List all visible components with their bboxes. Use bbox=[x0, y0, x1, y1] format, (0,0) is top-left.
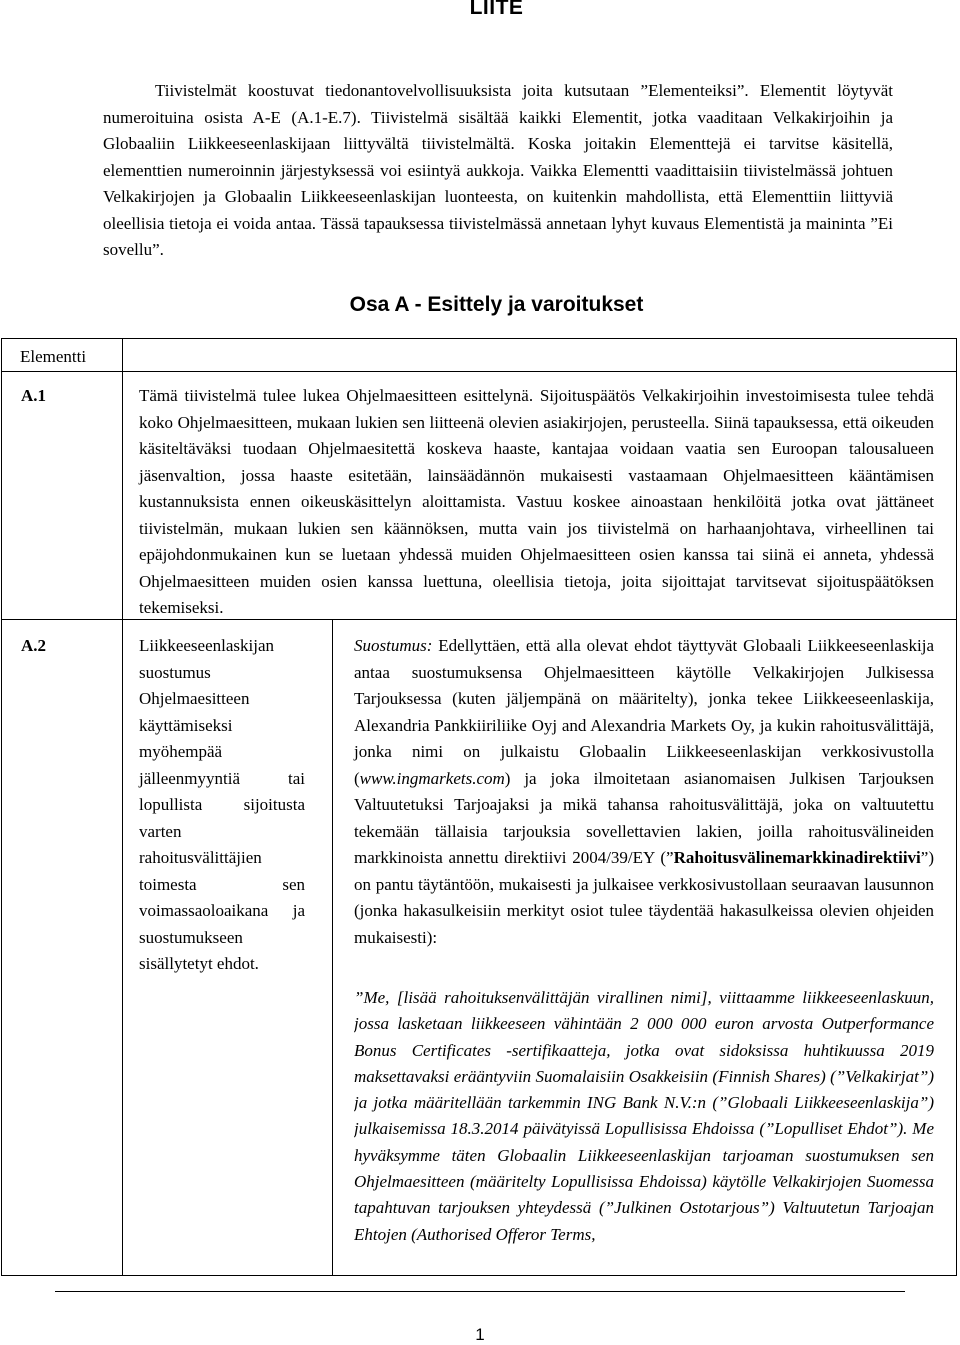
a2-title-line: suostumukseen bbox=[139, 927, 243, 947]
footer-rule bbox=[55, 1291, 905, 1292]
element-a2-consent-text bbox=[354, 633, 934, 951]
a2-title-line: toimesta sen bbox=[139, 874, 305, 894]
page-number: 1 bbox=[475, 1325, 485, 1344]
consent-text-part-1: Edellyttäen, että alla olevat ehdot täyttyvät Globaali Liikkeeseenlaskija antaa suostumuksensa Ohjelmaesitteen käytölle Velkakirjojen Julkisessa Tarjouksessa (kuten jäljempänä on määritelty), jonka tekee Liikkeeseenlaskija, Alexandria Pankkiiriliike Oyj and Alexandria Markets Oy, ja kukin rahoitusvälittäjä, jonka nimi on julkaistu Globaalin Liikkeeseenlaskijan verkkosivustolla ( bbox=[354, 636, 934, 788]
element-id-a2: A.2 bbox=[21, 636, 47, 655]
a2-title-line: jälleenmyyntiä tai bbox=[139, 768, 305, 788]
consent-text-part-2: ) ja joka ilmoitetaan asianomaisen Julkisen Tarjouksen Valtuutetuksi Tarjoajaksi ja mikä tahansa rahoitusvälittäjä, joka on valtuutettu tekemään tällaisia tarjouksia sovellettavien lakien, joilla rahoitusvälineiden markkinoista annettu direktiivi 2004/39/EY (” bbox=[354, 768, 934, 867]
a2-title-line: suostumus bbox=[139, 662, 211, 682]
directive-name: Rahoitusvälinemarkkinadirektiivi bbox=[673, 848, 921, 867]
id-column-divider bbox=[122, 339, 123, 1275]
consent-label: Suostumus: bbox=[354, 636, 433, 655]
consent-text-part-3: ”) on pantu täytäntöön, mukaisesti ja julkaisee verkkosivustollaan seuraavan lausunnon (jonka hakasulkeisiin merkityt osiot tulee täydentää hakasulkeissa olevien ohjeiden mukaisesti): bbox=[354, 848, 934, 947]
section-heading: Osa A - Esittely ja varoitukset bbox=[349, 293, 644, 316]
a2-title-line: rahoitusvälittäjien bbox=[139, 848, 262, 867]
header-divider bbox=[2, 371, 956, 372]
website-link[interactable]: www.ingmarkets.com bbox=[359, 768, 505, 788]
intermediary-statement-quote: ”Me, [lisää rahoituksenvälittäjän virallinen nimi], viittaamme liikkeeseenlaskuun, jossa lasketaan liikkeeseen vähintään 2 000 000 euron arvosta Outperformance Bonus Certificates -sertifikaatteja, jotka ovat sidoksissa huhtikuussa 2019 maksettavaksi erääntyviin Suomalaisiin Osakkeisiin (Finnish Shares) (”Velkakirjat”) ja jotka määritellään tarkemmin ING Bank N.V.:n (”Globaali Liikkeeseenlaskija”) julkaisemissa 18.3.2014 päivätyissä Lopullisissa Ehdoissa (”Lopulliset Ehdot”). Me hyväksymme täten Globaalin Liikkeeseenlaskijan tarjoaman suostumuksen sen Ohjelmaesitteen (määritelty Lopullisissa Ehdoissa) käytölle Velkakirjojen Suomessa tapahtuvan tarjouksen yhteydessä (”Julkinen Ostotarjous”) Valtuutetun Tarjoajan Ehtojen (Authorised Offeror Terms, bbox=[354, 988, 934, 1244]
summary-table bbox=[1, 338, 957, 1276]
a2-title-line: käyttämiseksi bbox=[139, 715, 233, 735]
a2-title-line: lopullista sijoitusta bbox=[139, 795, 305, 814]
a2-title-line: varten bbox=[139, 821, 182, 841]
a2-inner-divider bbox=[332, 619, 333, 1275]
element-a2-title bbox=[139, 633, 305, 978]
element-a1-text: Tämä tiivistelmä tulee lukea Ohjelmaesitteen esittelynä. Sijoituspäätös Velkakirjoihin investoimisesta tulee tehdä koko Ohjelmaesitteen, mukaan lukien sen liitteenä olevien asiakirjojen, perusteella. Siinä tapauksessa, että oikeuden käsiteltäväksi tuodaan Ohjelmaesitettä koskeva haaste, kantajaa voidaan vaatia sen Euroopan talousalueen jäsenvaltion, jossa haaste esitetään, lainsäädännön mukaisesti vastaamaan Ohjelmaesitteen kääntämisen kustannuksista ennen oikeuskäsittelyn aloittamista. Vastuu koskee ainoastaan henkilöitä jotka ovat jättäneet tiivistelmän, mukaan lukien sen käännöksen, mutta vain jos tiivistelmä on harhaanjohtava, virheellinen tai epäjohdonmukainen kun se luetaan yhdessä muiden Ohjelmaesitteen osien kanssa tai siinä ei anneta, yhdessä Ohjelmaesitteen muiden osien kanssa luettuna, oleellisia tietoja, joita sijoittajat tarvitsevat sijoituspäätöksen tekemiseksi. bbox=[139, 386, 934, 617]
row-divider-a1-a2 bbox=[2, 619, 956, 620]
a2-title-line: voimassaoloaikana ja bbox=[139, 901, 305, 920]
document-title: LIITE bbox=[469, 0, 524, 19]
element-column-header: Elementti bbox=[20, 347, 87, 366]
intro-paragraph: Tiivistelmät koostuvat tiedonantovelvollisuuksista joita kutsutaan ”Elementeiksi”. Elementit löytyvät numeroituina osista A-E (A.1-E.7). Tiivistelmä sisältää kaikki Elementit, jotka vaaditaan Velkakirjoihin ja Globaaliin Liikkeeseenlaskijaan liittyvältä tiivistelmältä. Koska joitakin Elementtejä ei tarvitse käsitellä, elementtien numeroinnin järjestyksessä voi esiintyä aukkoja. Vaikka Elementti vaadittaisiin tiivistelmässä johtuen Velkakirjojen ja Globaalin Liikkeeseenlaskijan luonteesta, on kuitenkin mahdollista, että Elementtiin liittyviä oleellisia tietoja ei voida antaa. Tässä tapauksessa tiivistelmässä annetaan lyhyt kuvaus Elementistä ja maininta ”Ei sovellu”. bbox=[103, 81, 893, 259]
a2-title-line: myöhempää bbox=[139, 742, 223, 761]
a2-title-line: sisällytetyt ehdot. bbox=[139, 954, 259, 973]
a2-title-line: Ohjelmaesitteen bbox=[139, 689, 250, 708]
element-id-a1: A.1 bbox=[21, 386, 47, 405]
a2-title-line: Liikkeeseenlaskijan bbox=[139, 636, 275, 655]
